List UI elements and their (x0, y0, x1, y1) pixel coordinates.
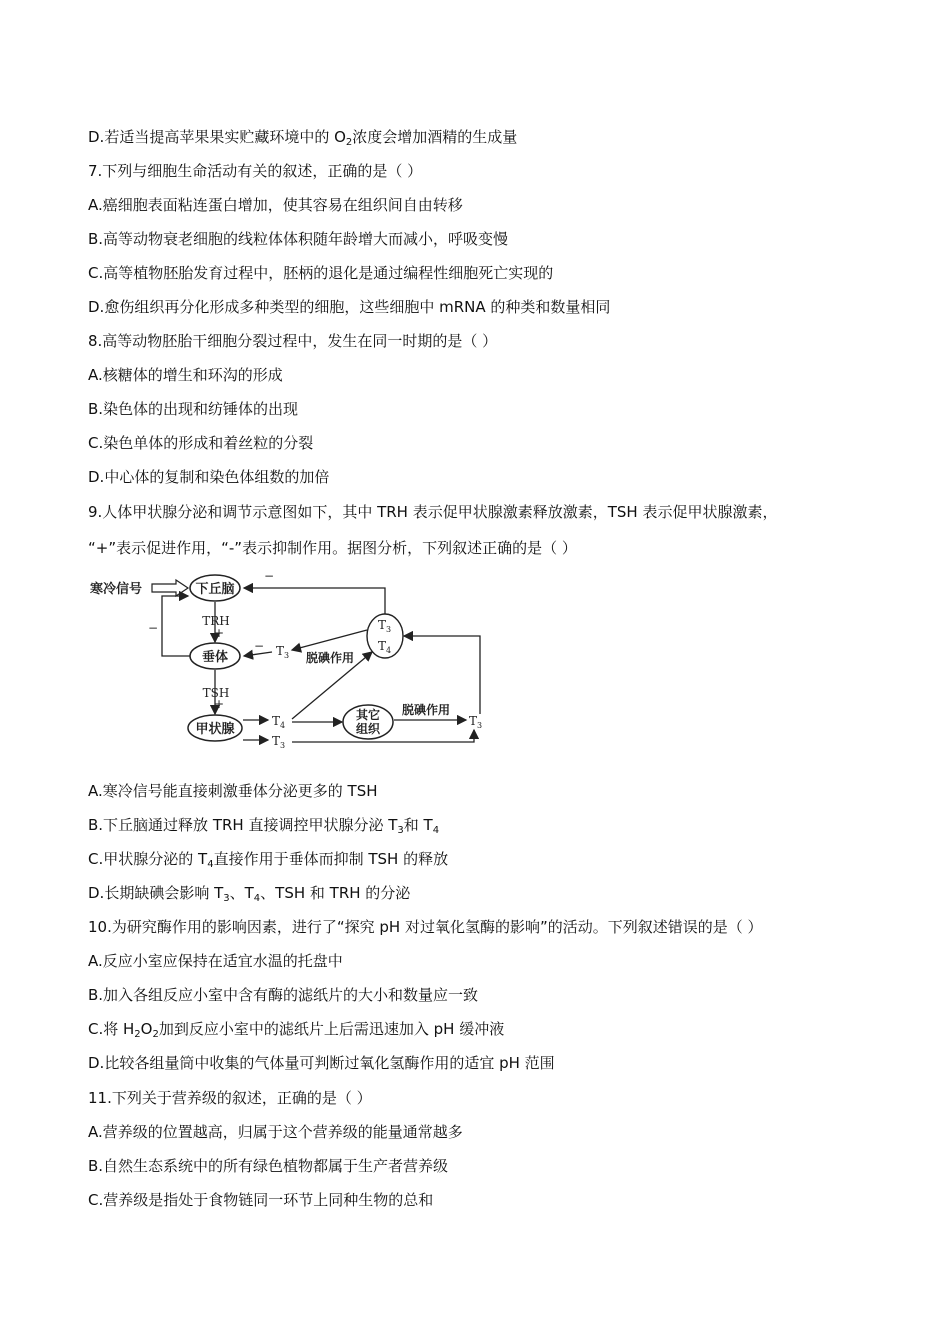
q10-stem: 10.为研究酶作用的影响因素，进行了“探究 pH 对过氧化氢酶的影响”的活动。下列叙述错误的是（ ） (88, 918, 763, 936)
q10-option-a: A.反应小室应保持在适宜水温的托盘中 (88, 952, 343, 970)
q9-option-d: D.长期缺碘会影响 $T_3$、$T_4$、TSH 和 TRH 的分泌 (88, 884, 411, 904)
q8-option-d: D.中心体的复制和染色体组数的加倍 (88, 468, 330, 486)
trh-label: TRH (202, 614, 230, 628)
t3-out-label: $T_3$ (272, 734, 286, 750)
q10-option-b: B.加入各组反应小室中含有酶的滤纸片的大小和数量应一致 (88, 986, 479, 1004)
q9-stem-line1: 9.人体甲状腺分泌和调节示意图如下，其中 TRH 表示促甲状腺激素释放激素，TSH 表示促甲状腺激素， (88, 503, 778, 521)
q6-option-d-text: D.若适当提高苹果果实贮藏环境中的 O (88, 128, 346, 146)
q9-stem-line2: “+”表示促进作用，“-”表示抑制作用。据图分析，下列叙述正确的是（ ） (88, 539, 577, 557)
hollow-arrow-icon (152, 580, 188, 596)
q9-option-c: C.甲状腺分泌的 $T_4$直接作用于垂体而抑制 TSH 的释放 (88, 850, 449, 870)
t3-circle-label: $T_3$ (378, 618, 392, 634)
thyroid-label: 甲状腺 (195, 722, 235, 737)
minus-sign-top: − (264, 569, 275, 583)
q8-option-a: A.核糖体的增生和环沟的形成 (88, 366, 283, 384)
q6-option-d (88, 127, 517, 147)
t3-mid-label: $T_3$ (276, 644, 290, 660)
hypothalamus-label: 下丘脑 (195, 582, 235, 597)
q10-option-c: C.将 $H_2O_2$加到反应小室中的滤纸片上后需迅速加入 pH 缓冲液 (88, 1020, 505, 1040)
q10-option-d: D.比较各组量筒中收集的气体量可判断过氧化氢酶作用的适宜 pH 范围 (88, 1054, 555, 1072)
thyroid-regulation-diagram (88, 566, 498, 756)
q7-stem: 7.下列与细胞生命活动有关的叙述，正确的是（ ） (88, 162, 423, 180)
tsh-label: TSH (202, 686, 230, 700)
minus-sign-left: − (147, 621, 158, 635)
q9-option-a: A.寒冷信号能直接刺激垂体分泌更多的 TSH (88, 782, 378, 800)
cold-signal-label: 寒冷信号 (90, 582, 143, 597)
q11-option-a: A.营养级的位置越高，归属于这个营养级的能量通常越多 (88, 1123, 463, 1141)
q11-option-c: C.营养级是指处于食物链同一环节上同种生物的总和 (88, 1191, 434, 1209)
t3-right-label: $T_3$ (469, 714, 483, 730)
other-tissue-label-2: 组织 (355, 722, 381, 736)
q7-option-c: C.高等植物胚胎发育过程中，胚柄的退化是通过编程性细胞死亡实现的 (88, 264, 554, 282)
q7-option-a: A.癌细胞表面粘连蛋白增加，使其容易在组织间自由转移 (88, 196, 463, 214)
t4-out-label: $T_4$ (272, 714, 286, 730)
minus-sign-mid: − (254, 639, 265, 653)
tsh-plus-sign: + (213, 697, 225, 711)
q6-option-d-text-end: 浓度会增加酒精的生成量 (352, 128, 518, 146)
q11-option-b: B.自然生态系统中的所有绿色植物都属于生产者营养级 (88, 1157, 449, 1175)
q9-option-b: B.下丘脑通过释放 TRH 直接调控甲状腺分泌 $T_3$和 $T_4$ (88, 816, 440, 836)
q7-option-b: B.高等动物衰老细胞的线粒体体积随年龄增大而减小，呼吸变慢 (88, 230, 509, 248)
pituitary-label: 垂体 (201, 650, 229, 665)
q7-option-d: D.愈伤组织再分化形成多种类型的细胞，这些细胞中 mRNA 的种类和数量相同 (88, 298, 611, 316)
deiodination-label-upper: 脱碘作用 (306, 651, 355, 665)
q8-stem: 8.高等动物胚胎干细胞分裂过程中，发生在同一时期的是（ ） (88, 332, 498, 350)
other-tissue-label-1: 其它 (355, 708, 381, 722)
q8-option-b: B.染色体的出现和纺锤体的出现 (88, 400, 299, 418)
t4-circle-label: $T_4$ (378, 639, 392, 655)
q11-stem: 11.下列关于营养级的叙述，正确的是（ ） (88, 1089, 372, 1107)
deiodination-label-lower: 脱碘作用 (402, 703, 451, 717)
subscript: 2 (345, 137, 353, 148)
q8-option-c: C.染色单体的形成和着丝粒的分裂 (88, 434, 314, 452)
trh-plus-sign: + (213, 626, 225, 640)
